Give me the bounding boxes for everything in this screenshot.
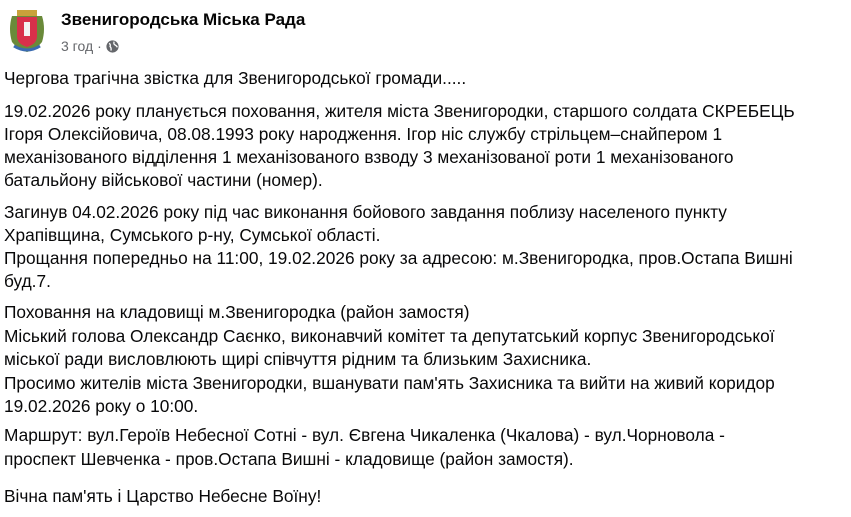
post-text-line: Ігоря Олексійовича, 08.08.1993 року народження. Ігор ніс службу стрільцем–снайпером 1	[4, 124, 723, 144]
post-text-line: Міський голова Олександр Саєнко, виконавчий комітет та депутатський корпус Звенигородської	[4, 326, 775, 346]
coat-of-arms-icon	[4, 4, 50, 54]
post-time[interactable]: 3 год	[61, 38, 94, 54]
post-text-line: міської ради висловлюють щирі співчуття рідним та близьким Захисника.	[4, 349, 592, 369]
post-text-line: батальйону військової частини (номер).	[4, 170, 323, 190]
post-text-line: буд.7.	[4, 271, 51, 291]
post-text-line: Чергова трагічна звістка для Звенигородської громади.....	[4, 68, 467, 88]
post-text-line: Храпівщина, Сумського р-ну, Сумської області.	[4, 225, 381, 245]
post-text-line: Прощання попередньо на 11:00, 19.02.2026 року за адресою: м.Звенигородка, пров.Остапа Вишні	[4, 248, 793, 268]
post-text-line: 19.02.2026 року планується поховання, жителя міста Звенигородки, старшого солдата СКРЕБЕЦЬ	[4, 101, 795, 121]
post-text-line: проспект Шевченка - пров.Остапа Вишні - кладовище (район замостя).	[4, 449, 574, 469]
post-text-line: Просимо жителів міста Звенигородки, вшанувати пам'ять Захисника та вийти на живий коридор	[4, 373, 775, 393]
post-text-line: Загинув 04.02.2026 року під час виконання бойового завдання поблизу населеного пункту	[4, 202, 727, 222]
separator: ·	[97, 38, 102, 54]
author-name[interactable]: Звенигородська Міська Рада	[61, 10, 306, 29]
post-text-line: 19.02.2026 року о 10:00.	[4, 396, 199, 416]
globe-icon	[106, 40, 119, 53]
post-text-line: Вічна пам'ять і Царство Небесне Воїну!	[4, 486, 322, 506]
page-avatar[interactable]	[4, 4, 50, 54]
post-meta	[61, 38, 119, 54]
post-text-line: механізованого відділення 1 механізованого взводу 3 механізованої роти 1 механізованого	[4, 147, 734, 167]
post-text-line: Маршрут: вул.Героїв Небесної Сотні - вул. Євгена Чикаленка (Чкалова) - вул.Чорновола -	[4, 425, 725, 445]
post-text-line: Поховання на кладовищі м.Звенигородка (район замостя)	[4, 302, 470, 322]
